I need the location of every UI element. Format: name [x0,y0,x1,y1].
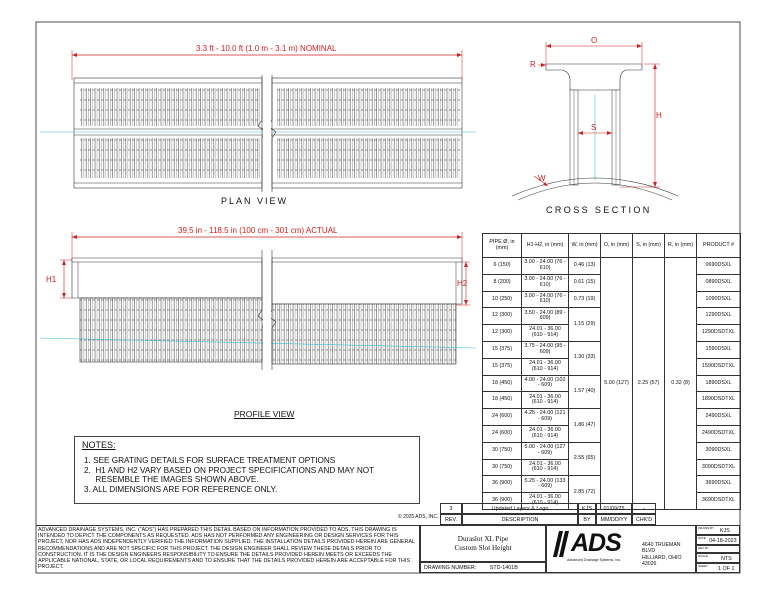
cell-pipe: 36 (900) [483,476,522,493]
table-header-row [483,234,741,258]
sheet-value: 1 OF 1 [718,566,735,572]
cell-h: 24.01 - 36.00 (610 - 914) [522,325,569,342]
cell-s: 2.25 (57) [633,258,665,510]
scale-value: NTS [721,556,732,562]
cell-h: 24.01 - 36.00 (610 - 914) [522,459,569,476]
cell-w: 2.85 (72) [569,476,601,510]
dimension-o-label: O [591,36,598,45]
cell-w: 1.30 (33) [569,341,601,375]
ads-logo: ADS [571,529,621,557]
header-pipe: PIPE Ø, in (mm) [483,234,522,258]
revision-rev: 3 [440,503,462,514]
cell-product: 0690DSXL [697,258,741,275]
drawing-number-label: DRAWING NUMBER: [424,565,477,571]
cell-w: 2.55 (65) [569,442,601,476]
cross-section-drawing [512,42,678,200]
cell-w: 0.61 (15) [569,274,601,291]
copyright-text: © 2025 ADS, INC. [398,514,439,520]
scale-label: SCALE [698,554,708,558]
cell-w: 1.86 (47) [569,409,601,443]
header-h: H1-H2, in (mm) [522,234,569,258]
cell-h: 4.25 - 24.00 (121 - 609) [522,409,569,426]
cell-h: 3.00 - 24.00 (76 - 610) [522,291,569,308]
cross-section-title: CROSS SECTION [546,205,652,215]
cell-product: 3090DSDTXL [697,459,741,476]
cell-h: 4.00 - 24.00 (102 - 609) [522,375,569,392]
cell-w: 1.57 (40) [569,375,601,409]
header-w: W, in (mm) [569,234,601,258]
cell-product: 2490DSDTXL [697,425,741,442]
cell-h: 24.01 - 36.00 (610 - 914) [522,392,569,409]
cell-pipe: 24 (600) [483,409,522,426]
revision-description: Updated Layers & Logo [462,503,578,514]
rev-by-box [696,545,740,553]
cell-h: 5.25 - 24.00 (133 - 609) [522,476,569,493]
cell-pipe: 18 (450) [483,375,522,392]
ads-logo-stripes-icon [553,531,567,557]
cell-pipe: 6 (150) [483,258,522,275]
cell-h: 3.00 - 24.00 (76 - 610) [522,274,569,291]
date-box [696,535,740,545]
cell-h: 24.01 - 36.00 (610 - 914) [522,358,569,375]
product-line-1: Duraslot XL Pipe [457,535,509,543]
cell-h: 3.75 - 24.00 (95 - 609) [522,341,569,358]
dimension-h-label: H [656,111,662,120]
cell-product: 1290DSXL [697,308,741,325]
cell-w: 0.73 (19) [569,291,601,308]
cell-product: 1290DSDTXL [697,325,741,342]
cell-h: 5.00 - 24.00 (127 - 609) [522,442,569,459]
revision-header-date: MM/DD/YY [596,514,632,525]
revision-chkd: - [632,503,656,514]
note-item: 3. ALL DIMENSIONS ARE FOR REFERENCE ONLY. [84,484,278,494]
profile-view-drawing [40,232,476,370]
specification-table [482,233,741,510]
h2-label: H2 [457,279,468,288]
cell-pipe: 36 (900) [483,493,522,510]
cell-product: 1590DSXL [697,341,741,358]
table-row [483,258,741,275]
header-o: O, in (mm) [601,234,633,258]
cell-pipe: 30 (750) [483,442,522,459]
drawn-by-label: DRAWN BY [698,526,715,530]
notes-title: NOTES: [82,440,116,450]
drawn-by-value: KJS [720,528,730,534]
profile-view-title: PROFILE VIEW [234,409,295,419]
cell-h: 24.01 - 36.00 (610 - 914) [522,425,569,442]
cell-product: 0890DSXL [697,274,741,291]
revision-header-by: BY [578,514,596,525]
address-line-1: 4640 TRUEMAN BLVD [642,542,681,555]
cell-product: 3090DSXL [697,442,741,459]
company-address [642,542,695,568]
cell-pipe: 15 (375) [483,341,522,358]
sheet-box [696,563,740,573]
date-label: DATE [698,536,706,540]
revision-header-description: DESCRIPTION [462,514,578,525]
cell-product: 1890DSDTXL [697,392,741,409]
revision-by: KJS [578,503,596,514]
cell-h: 3.50 - 24.00 (89 - 609) [522,308,569,325]
profile-view-dimension: 39.5 in - 118.5 in (100 cm - 301 cm) ACTUAL [178,226,338,235]
note-item: 1. SEE GRATING DETAILS FOR SURFACE TREATMENT OPTIONS [84,456,336,465]
cell-pipe: 18 (450) [483,392,522,409]
cell-h: 3.00 - 24.00 (76 - 610) [522,258,569,275]
cell-h: 24.01 - 36.00 (610 - 914) [522,493,569,510]
cell-w: 1.15 (29) [569,308,601,342]
cell-product: 2490DSXL [697,409,741,426]
revision-header-chkd: CHK'D [632,514,656,525]
dimension-r-label: R [530,60,536,69]
disclaimer-text: ADVANCED DRAINAGE SYSTEMS, INC. ("ADS") HAS PREPARED THIS DETAIL BASED ON INFORMATION PROVIDED TO ADS. THIS DRAWING IS INTENDED TO DEPICT THE COMPONENTS AS REQUESTED. ADS HAS NOT PERFORMED ANY ENGINEERING OR DESIGN SERVICES FOR THIS PROJECT, NOR HAS ADS INDEPENDENTLY VERIFIED THE INFORMATION SUPPLIED. THE INSTALLATION DETAILS PROVIDED HEREIN ARE GENERAL RECOMMENDATIONS AND ARE NOT SPECIFIC FOR THIS PROJECT. THE DESIGN ENGINEER SHALL REVIEW THESE DETAILS PRIOR TO CONSTRUCTION. IT IS THE DESIGN ENGINEERS RESPONSIBILITY TO ENSURE THE DETAILS PROVIDED HEREIN MEETS OR EXCEEDS THE APPLICABLE NATIONAL, STATE, OR LOCAL REQUIREMENTS AND TO ENSURE THAT THE DETAILS PROVIDED HEREIN ARE ACCEPTABLE FOR THIS PROJECT. [36,525,420,573]
product-line-2: Custom Slot Height [454,544,512,552]
plan-view-dimension: 3.3 ft - 10.0 ft (1.0 m - 3.1 m) NOMINAL [196,44,337,53]
rev-by-label: REV BY [698,546,710,550]
notes-box [74,436,420,504]
cell-product: 1090DSXL [697,291,741,308]
revision-header-rev: REV. [440,514,462,525]
cell-r: 0.32 (8) [665,258,697,510]
notes-list [84,456,414,494]
address-line-2: HILLIARD, OHIO 43026 [642,554,682,568]
sheet-label: SHEET [698,564,709,568]
cell-w: 0.46 (13) [569,258,601,275]
company-box [546,525,696,573]
cell-o: 5.00 (127) [601,258,633,510]
cell-product: 3690DSDTXL [697,493,741,510]
note-item: 2. H1 AND H2 VARY BASED ON PROJECT SPECIFICATIONS AND MAY NOT [84,465,375,475]
header-r: R, in (mm) [665,234,697,258]
h1-label: H1 [46,275,57,284]
cell-product: 1890DSXL [697,375,741,392]
revision-date: 01/09/25 [596,503,632,514]
header-product: PRODUCT # [697,234,741,258]
product-title-box [420,525,546,562]
cell-pipe: 30 (750) [483,459,522,476]
plan-view-title: PLAN VIEW [221,196,289,206]
cell-pipe: 8 (200) [483,274,522,291]
dimension-s-label: S [591,123,597,132]
drawing-number: STD-1401B [489,565,518,571]
cell-pipe: 15 (375) [483,358,522,375]
cell-pipe: 12 (300) [483,325,522,342]
scale-box [696,553,740,563]
drawing-number-box [420,562,546,573]
date-value: 04-18-2023 [709,538,737,544]
dimension-w-label: W [538,174,546,183]
drawn-by-box [696,525,740,535]
plan-view-drawing [40,50,476,194]
cell-product: 1590DSDTXL [697,358,741,375]
cell-pipe: 24 (600) [483,425,522,442]
cell-pipe: 12 (300) [483,308,522,325]
cell-product: 3690DSXL [697,476,741,493]
ads-logo-subtitle: Advanced Drainage Systems, Inc. [567,558,622,562]
note-item: RESEMBLE THE IMAGES SHOWN ABOVE. [84,475,259,484]
header-s: S, in (mm) [633,234,665,258]
cell-pipe: 10 (250) [483,291,522,308]
